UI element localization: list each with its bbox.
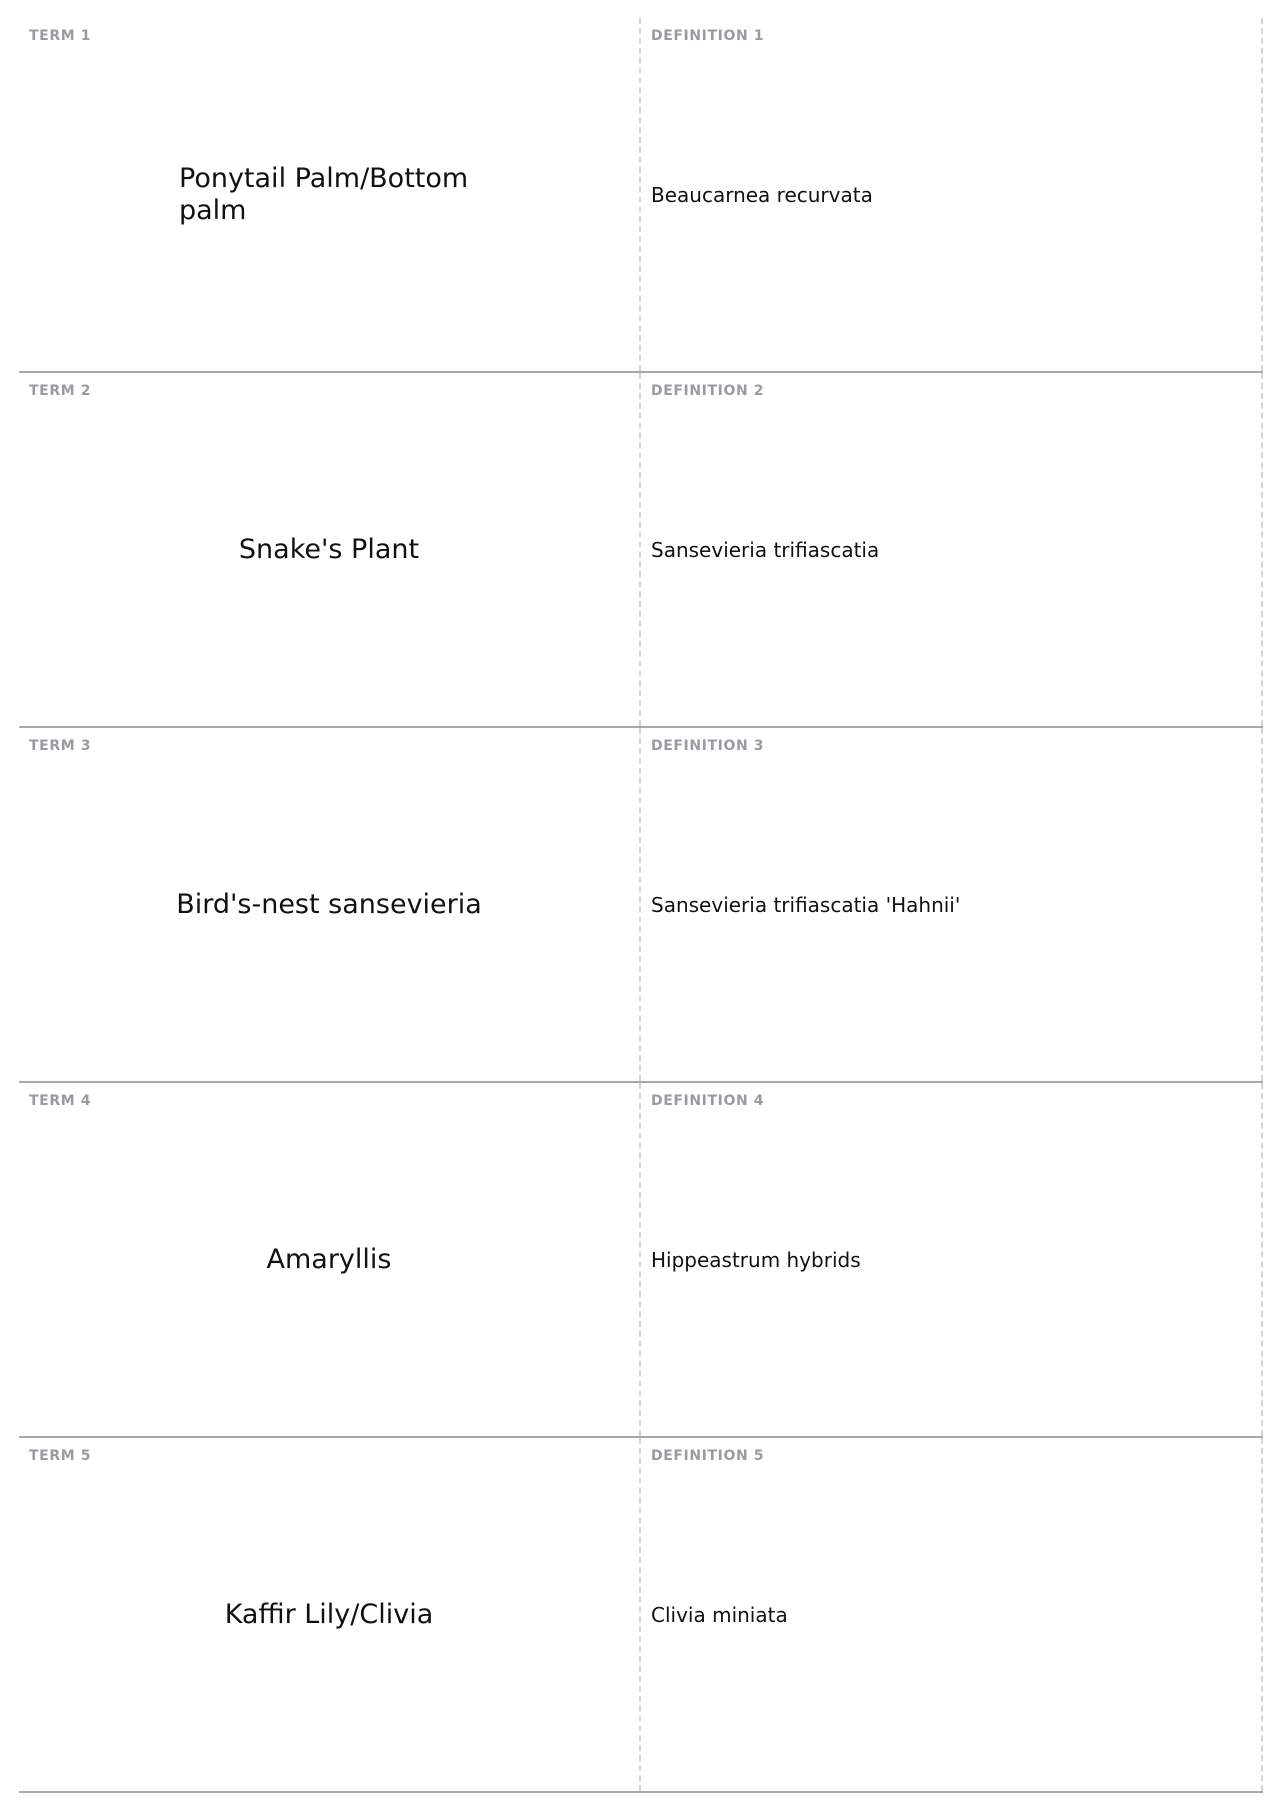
term-label: TERM 3 bbox=[29, 738, 92, 754]
flashcard-row bbox=[19, 728, 1263, 1083]
term-text: Kaffir Lily/Clivia bbox=[224, 1598, 434, 1630]
term-cell bbox=[19, 373, 641, 726]
flashcard-row bbox=[19, 18, 1263, 373]
definition-label: DEFINITION 4 bbox=[651, 1093, 765, 1109]
definition-cell bbox=[641, 1438, 1263, 1791]
flashcard-row bbox=[19, 1438, 1263, 1793]
flashcard-sheet bbox=[19, 18, 1263, 1798]
definition-cell bbox=[641, 728, 1263, 1081]
term-cell bbox=[19, 18, 641, 371]
term-text: Ponytail Palm/Bottom palm bbox=[179, 162, 469, 226]
definition-label: DEFINITION 2 bbox=[651, 383, 765, 399]
term-text: Snake's Plant bbox=[238, 533, 420, 565]
term-cell bbox=[19, 1083, 641, 1436]
definition-label: DEFINITION 3 bbox=[651, 738, 765, 754]
definition-text: Sansevieria trifiascatia bbox=[651, 537, 880, 562]
definition-text: Hippeastrum hybrids bbox=[651, 1247, 861, 1272]
definition-cell bbox=[641, 1083, 1263, 1436]
term-cell bbox=[19, 1438, 641, 1791]
term-text: Amaryllis bbox=[266, 1243, 392, 1275]
definition-cell bbox=[641, 18, 1263, 371]
definition-text: Sansevieria trifiascatia 'Hahnii' bbox=[651, 892, 961, 917]
term-cell bbox=[19, 728, 641, 1081]
term-label: TERM 5 bbox=[29, 1448, 92, 1464]
term-label: TERM 2 bbox=[29, 383, 92, 399]
flashcard-row bbox=[19, 1083, 1263, 1438]
definition-label: DEFINITION 5 bbox=[651, 1448, 765, 1464]
term-label: TERM 1 bbox=[29, 28, 92, 44]
term-label: TERM 4 bbox=[29, 1093, 92, 1109]
term-text: Bird's-nest sansevieria bbox=[176, 888, 482, 920]
definition-label: DEFINITION 1 bbox=[651, 28, 765, 44]
flashcard-row bbox=[19, 373, 1263, 728]
definition-text: Beaucarnea recurvata bbox=[651, 182, 873, 207]
definition-cell bbox=[641, 373, 1263, 726]
definition-text: Clivia miniata bbox=[651, 1602, 788, 1627]
